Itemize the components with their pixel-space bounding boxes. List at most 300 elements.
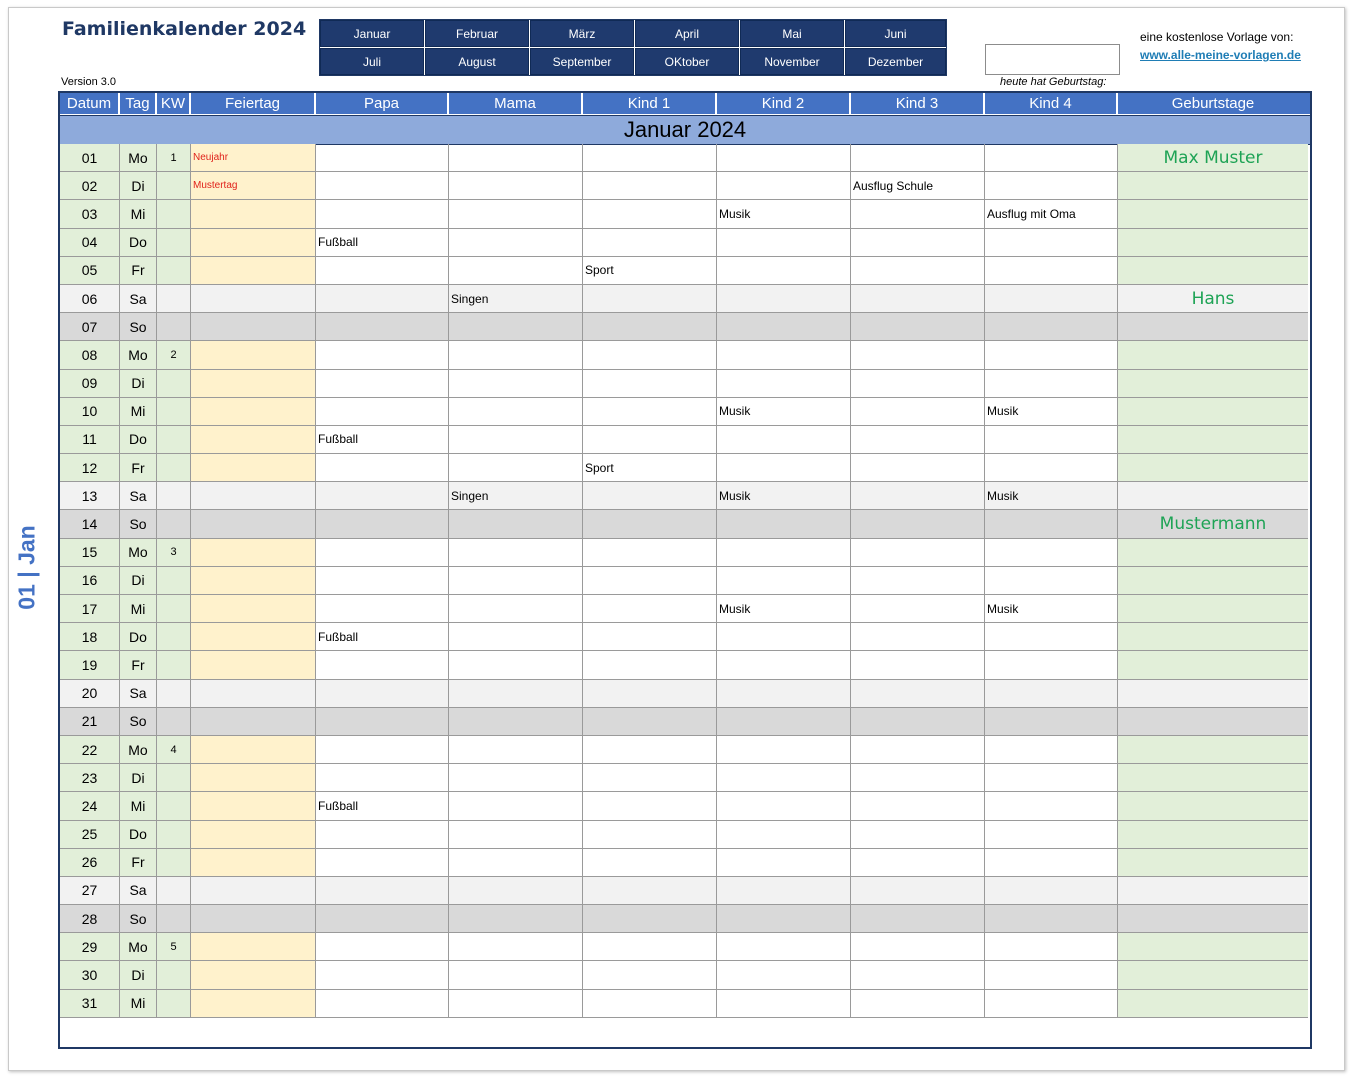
week-number-cell[interactable] — [157, 567, 191, 595]
kind4-cell[interactable] — [985, 680, 1118, 708]
kind1-cell[interactable] — [583, 651, 717, 679]
holiday-cell[interactable] — [191, 623, 316, 651]
weekday-cell[interactable]: Sa — [120, 877, 157, 905]
holiday-cell[interactable] — [191, 370, 316, 398]
holiday-cell[interactable] — [191, 877, 316, 905]
birthday-cell[interactable]: Mustermann — [1118, 510, 1308, 538]
holiday-cell[interactable] — [191, 905, 316, 933]
kind1-cell[interactable] — [583, 933, 717, 961]
mama-cell[interactable] — [449, 567, 583, 595]
kind3-cell[interactable] — [851, 708, 985, 736]
kind1-cell[interactable] — [583, 990, 717, 1018]
papa-cell[interactable]: Fußball — [316, 792, 449, 820]
birthday-cell[interactable] — [1118, 877, 1308, 905]
month-button-april[interactable]: April — [635, 20, 739, 47]
mama-cell[interactable] — [449, 651, 583, 679]
kind1-cell[interactable] — [583, 144, 717, 172]
birthday-cell[interactable] — [1118, 229, 1308, 257]
date-cell[interactable]: 11 — [60, 426, 120, 454]
papa-cell[interactable] — [316, 172, 449, 200]
papa-cell[interactable] — [316, 257, 449, 285]
kind1-cell[interactable] — [583, 539, 717, 567]
kind4-cell[interactable] — [985, 426, 1118, 454]
kind3-cell[interactable] — [851, 736, 985, 764]
kind4-cell[interactable] — [985, 821, 1118, 849]
date-cell[interactable]: 05 — [60, 257, 120, 285]
weekday-cell[interactable]: Di — [120, 370, 157, 398]
weekday-cell[interactable]: Mo — [120, 933, 157, 961]
papa-cell[interactable] — [316, 510, 449, 538]
holiday-cell[interactable] — [191, 454, 316, 482]
kind3-cell[interactable]: Ausflug Schule — [851, 172, 985, 200]
kind3-cell[interactable] — [851, 990, 985, 1018]
date-cell[interactable]: 09 — [60, 370, 120, 398]
kind2-cell[interactable]: Musik — [717, 595, 851, 623]
mama-cell[interactable] — [449, 229, 583, 257]
mama-cell[interactable] — [449, 426, 583, 454]
birthday-today-field[interactable] — [985, 44, 1120, 75]
weekday-cell[interactable]: Mo — [120, 144, 157, 172]
holiday-cell[interactable] — [191, 651, 316, 679]
kind1-cell[interactable] — [583, 510, 717, 538]
kind2-cell[interactable] — [717, 821, 851, 849]
holiday-cell[interactable] — [191, 426, 316, 454]
kind3-cell[interactable] — [851, 567, 985, 595]
date-cell[interactable]: 16 — [60, 567, 120, 595]
birthday-cell[interactable] — [1118, 764, 1308, 792]
holiday-cell[interactable] — [191, 764, 316, 792]
holiday-cell[interactable] — [191, 539, 316, 567]
holiday-cell[interactable] — [191, 257, 316, 285]
holiday-cell[interactable] — [191, 821, 316, 849]
birthday-cell[interactable] — [1118, 680, 1308, 708]
kind1-cell[interactable] — [583, 821, 717, 849]
kind1-cell[interactable] — [583, 200, 717, 228]
date-cell[interactable]: 18 — [60, 623, 120, 651]
holiday-cell[interactable] — [191, 990, 316, 1018]
week-number-cell[interactable] — [157, 651, 191, 679]
kind3-cell[interactable] — [851, 821, 985, 849]
holiday-cell[interactable] — [191, 933, 316, 961]
week-number-cell[interactable]: 4 — [157, 736, 191, 764]
date-cell[interactable]: 29 — [60, 933, 120, 961]
kind4-cell[interactable] — [985, 285, 1118, 313]
mama-cell[interactable] — [449, 623, 583, 651]
kind2-cell[interactable] — [717, 144, 851, 172]
date-cell[interactable]: 02 — [60, 172, 120, 200]
kind3-cell[interactable] — [851, 370, 985, 398]
week-number-cell[interactable] — [157, 905, 191, 933]
kind1-cell[interactable] — [583, 736, 717, 764]
date-cell[interactable]: 03 — [60, 200, 120, 228]
date-cell[interactable]: 15 — [60, 539, 120, 567]
kind3-cell[interactable] — [851, 595, 985, 623]
month-button-juni[interactable]: Juni — [845, 20, 946, 47]
kind1-cell[interactable] — [583, 229, 717, 257]
birthday-cell[interactable] — [1118, 539, 1308, 567]
kind2-cell[interactable] — [717, 877, 851, 905]
papa-cell[interactable] — [316, 708, 449, 736]
mama-cell[interactable] — [449, 905, 583, 933]
kind4-cell[interactable] — [985, 567, 1118, 595]
mama-cell[interactable] — [449, 764, 583, 792]
kind4-cell[interactable]: Ausflug mit Oma — [985, 200, 1118, 228]
holiday-cell[interactable] — [191, 708, 316, 736]
holiday-cell[interactable] — [191, 398, 316, 426]
mama-cell[interactable]: Singen — [449, 285, 583, 313]
kind2-cell[interactable] — [717, 426, 851, 454]
kind1-cell[interactable]: Sport — [583, 257, 717, 285]
kind2-cell[interactable] — [717, 933, 851, 961]
kind3-cell[interactable] — [851, 539, 985, 567]
month-button-maerz[interactable]: März — [530, 20, 634, 47]
kind3-cell[interactable] — [851, 961, 985, 989]
papa-cell[interactable] — [316, 539, 449, 567]
date-cell[interactable]: 04 — [60, 229, 120, 257]
birthday-cell[interactable] — [1118, 792, 1308, 820]
holiday-cell[interactable] — [191, 229, 316, 257]
mama-cell[interactable] — [449, 510, 583, 538]
kind3-cell[interactable] — [851, 144, 985, 172]
mama-cell[interactable] — [449, 961, 583, 989]
papa-cell[interactable] — [316, 933, 449, 961]
weekday-cell[interactable]: Di — [120, 567, 157, 595]
kind2-cell[interactable]: Musik — [717, 398, 851, 426]
kind3-cell[interactable] — [851, 877, 985, 905]
kind4-cell[interactable] — [985, 877, 1118, 905]
kind3-cell[interactable] — [851, 313, 985, 341]
holiday-cell[interactable] — [191, 200, 316, 228]
birthday-cell[interactable] — [1118, 651, 1308, 679]
date-cell[interactable]: 01 — [60, 144, 120, 172]
kind2-cell[interactable] — [717, 285, 851, 313]
weekday-cell[interactable]: Do — [120, 623, 157, 651]
kind2-cell[interactable] — [717, 539, 851, 567]
kind4-cell[interactable] — [985, 736, 1118, 764]
month-button-oktober[interactable]: OKtober — [635, 48, 739, 75]
date-cell[interactable]: 26 — [60, 849, 120, 877]
week-number-cell[interactable] — [157, 370, 191, 398]
mama-cell[interactable] — [449, 933, 583, 961]
week-number-cell[interactable] — [157, 454, 191, 482]
kind3-cell[interactable] — [851, 792, 985, 820]
date-cell[interactable]: 20 — [60, 680, 120, 708]
kind3-cell[interactable] — [851, 764, 985, 792]
papa-cell[interactable] — [316, 680, 449, 708]
kind3-cell[interactable] — [851, 651, 985, 679]
papa-cell[interactable]: Fußball — [316, 623, 449, 651]
date-cell[interactable]: 27 — [60, 877, 120, 905]
kind4-cell[interactable] — [985, 370, 1118, 398]
papa-cell[interactable]: Fußball — [316, 229, 449, 257]
mama-cell[interactable] — [449, 595, 583, 623]
kind2-cell[interactable] — [717, 990, 851, 1018]
kind3-cell[interactable] — [851, 933, 985, 961]
holiday-cell[interactable] — [191, 680, 316, 708]
kind1-cell[interactable] — [583, 398, 717, 426]
papa-cell[interactable] — [316, 595, 449, 623]
kind2-cell[interactable] — [717, 172, 851, 200]
date-cell[interactable]: 10 — [60, 398, 120, 426]
kind4-cell[interactable] — [985, 990, 1118, 1018]
kind1-cell[interactable] — [583, 849, 717, 877]
holiday-cell[interactable] — [191, 482, 316, 510]
week-number-cell[interactable] — [157, 200, 191, 228]
kind2-cell[interactable] — [717, 510, 851, 538]
mama-cell[interactable]: Singen — [449, 482, 583, 510]
kind4-cell[interactable] — [985, 651, 1118, 679]
birthday-cell[interactable] — [1118, 567, 1308, 595]
week-number-cell[interactable] — [157, 990, 191, 1018]
kind4-cell[interactable] — [985, 341, 1118, 369]
holiday-cell[interactable] — [191, 595, 316, 623]
week-number-cell[interactable]: 5 — [157, 933, 191, 961]
week-number-cell[interactable] — [157, 510, 191, 538]
weekday-cell[interactable]: Mi — [120, 792, 157, 820]
kind2-cell[interactable] — [717, 341, 851, 369]
weekday-cell[interactable]: So — [120, 905, 157, 933]
weekday-cell[interactable]: Di — [120, 961, 157, 989]
week-number-cell[interactable] — [157, 398, 191, 426]
kind1-cell[interactable] — [583, 708, 717, 736]
week-number-cell[interactable] — [157, 426, 191, 454]
papa-cell[interactable] — [316, 764, 449, 792]
kind4-cell[interactable] — [985, 792, 1118, 820]
weekday-cell[interactable]: So — [120, 510, 157, 538]
kind1-cell[interactable] — [583, 567, 717, 595]
mama-cell[interactable] — [449, 792, 583, 820]
week-number-cell[interactable] — [157, 961, 191, 989]
week-number-cell[interactable] — [157, 680, 191, 708]
kind1-cell[interactable] — [583, 877, 717, 905]
holiday-cell[interactable] — [191, 313, 316, 341]
weekday-cell[interactable]: Mo — [120, 539, 157, 567]
week-number-cell[interactable] — [157, 313, 191, 341]
kind3-cell[interactable] — [851, 341, 985, 369]
kind2-cell[interactable]: Musik — [717, 482, 851, 510]
kind2-cell[interactable] — [717, 257, 851, 285]
holiday-cell[interactable] — [191, 736, 316, 764]
weekday-cell[interactable]: Sa — [120, 285, 157, 313]
week-number-cell[interactable] — [157, 792, 191, 820]
week-number-cell[interactable] — [157, 708, 191, 736]
month-button-juli[interactable]: Juli — [320, 48, 424, 75]
mama-cell[interactable] — [449, 257, 583, 285]
birthday-cell[interactable] — [1118, 454, 1308, 482]
date-cell[interactable]: 17 — [60, 595, 120, 623]
date-cell[interactable]: 08 — [60, 341, 120, 369]
papa-cell[interactable] — [316, 370, 449, 398]
weekday-cell[interactable]: Fr — [120, 849, 157, 877]
kind4-cell[interactable] — [985, 905, 1118, 933]
kind1-cell[interactable] — [583, 623, 717, 651]
date-cell[interactable]: 28 — [60, 905, 120, 933]
date-cell[interactable]: 21 — [60, 708, 120, 736]
kind4-cell[interactable]: Musik — [985, 398, 1118, 426]
mama-cell[interactable] — [449, 680, 583, 708]
kind3-cell[interactable] — [851, 200, 985, 228]
kind4-cell[interactable] — [985, 257, 1118, 285]
template-link[interactable]: www.alle-meine-vorlagen.de — [1140, 48, 1301, 62]
kind2-cell[interactable] — [717, 567, 851, 595]
kind1-cell[interactable] — [583, 792, 717, 820]
weekday-cell[interactable]: Mi — [120, 398, 157, 426]
kind3-cell[interactable] — [851, 680, 985, 708]
week-number-cell[interactable] — [157, 482, 191, 510]
kind2-cell[interactable] — [717, 708, 851, 736]
month-button-februar[interactable]: Februar — [425, 20, 529, 47]
kind3-cell[interactable] — [851, 398, 985, 426]
kind4-cell[interactable] — [985, 961, 1118, 989]
date-cell[interactable]: 12 — [60, 454, 120, 482]
kind2-cell[interactable] — [717, 651, 851, 679]
holiday-cell[interactable] — [191, 510, 316, 538]
kind3-cell[interactable] — [851, 285, 985, 313]
birthday-cell[interactable] — [1118, 905, 1308, 933]
kind3-cell[interactable] — [851, 849, 985, 877]
kind3-cell[interactable] — [851, 257, 985, 285]
kind3-cell[interactable] — [851, 229, 985, 257]
papa-cell[interactable] — [316, 454, 449, 482]
birthday-cell[interactable] — [1118, 426, 1308, 454]
date-cell[interactable]: 24 — [60, 792, 120, 820]
kind1-cell[interactable]: Sport — [583, 454, 717, 482]
mama-cell[interactable] — [449, 398, 583, 426]
kind2-cell[interactable] — [717, 764, 851, 792]
kind2-cell[interactable] — [717, 370, 851, 398]
kind1-cell[interactable] — [583, 285, 717, 313]
mama-cell[interactable] — [449, 708, 583, 736]
papa-cell[interactable] — [316, 990, 449, 1018]
week-number-cell[interactable] — [157, 849, 191, 877]
date-cell[interactable]: 30 — [60, 961, 120, 989]
holiday-cell[interactable] — [191, 567, 316, 595]
weekday-cell[interactable]: Fr — [120, 651, 157, 679]
holiday-cell[interactable] — [191, 285, 316, 313]
papa-cell[interactable] — [316, 200, 449, 228]
birthday-cell[interactable] — [1118, 736, 1308, 764]
kind3-cell[interactable] — [851, 482, 985, 510]
birthday-cell[interactable] — [1118, 821, 1308, 849]
kind1-cell[interactable] — [583, 680, 717, 708]
kind1-cell[interactable] — [583, 341, 717, 369]
mama-cell[interactable] — [449, 990, 583, 1018]
mama-cell[interactable] — [449, 849, 583, 877]
weekday-cell[interactable]: Do — [120, 426, 157, 454]
week-number-cell[interactable]: 1 — [157, 144, 191, 172]
week-number-cell[interactable] — [157, 595, 191, 623]
week-number-cell[interactable] — [157, 623, 191, 651]
kind4-cell[interactable] — [985, 708, 1118, 736]
birthday-cell[interactable] — [1118, 708, 1308, 736]
birthday-cell[interactable] — [1118, 398, 1308, 426]
kind4-cell[interactable] — [985, 144, 1118, 172]
kind1-cell[interactable] — [583, 370, 717, 398]
kind2-cell[interactable] — [717, 313, 851, 341]
holiday-cell[interactable] — [191, 341, 316, 369]
kind2-cell[interactable] — [717, 792, 851, 820]
weekday-cell[interactable]: Fr — [120, 454, 157, 482]
mama-cell[interactable] — [449, 539, 583, 567]
weekday-cell[interactable]: Sa — [120, 482, 157, 510]
papa-cell[interactable] — [316, 736, 449, 764]
papa-cell[interactable] — [316, 905, 449, 933]
kind2-cell[interactable] — [717, 229, 851, 257]
weekday-cell[interactable]: Mo — [120, 736, 157, 764]
kind3-cell[interactable] — [851, 454, 985, 482]
week-number-cell[interactable]: 2 — [157, 341, 191, 369]
week-number-cell[interactable] — [157, 285, 191, 313]
papa-cell[interactable] — [316, 821, 449, 849]
date-cell[interactable]: 06 — [60, 285, 120, 313]
week-number-cell[interactable] — [157, 821, 191, 849]
kind3-cell[interactable] — [851, 905, 985, 933]
kind2-cell[interactable] — [717, 680, 851, 708]
papa-cell[interactable]: Fußball — [316, 426, 449, 454]
papa-cell[interactable] — [316, 313, 449, 341]
birthday-cell[interactable] — [1118, 257, 1308, 285]
kind2-cell[interactable] — [717, 905, 851, 933]
weekday-cell[interactable]: Mi — [120, 200, 157, 228]
kind4-cell[interactable] — [985, 510, 1118, 538]
mama-cell[interactable] — [449, 172, 583, 200]
papa-cell[interactable] — [316, 482, 449, 510]
kind1-cell[interactable] — [583, 595, 717, 623]
holiday-cell[interactable] — [191, 792, 316, 820]
month-button-mai[interactable]: Mai — [740, 20, 844, 47]
month-button-dezember[interactable]: Dezember — [845, 48, 946, 75]
mama-cell[interactable] — [449, 200, 583, 228]
mama-cell[interactable] — [449, 370, 583, 398]
mama-cell[interactable] — [449, 821, 583, 849]
kind1-cell[interactable] — [583, 482, 717, 510]
papa-cell[interactable] — [316, 567, 449, 595]
kind4-cell[interactable] — [985, 229, 1118, 257]
holiday-cell[interactable]: Mustertag — [191, 172, 316, 200]
papa-cell[interactable] — [316, 398, 449, 426]
weekday-cell[interactable]: Mi — [120, 990, 157, 1018]
kind4-cell[interactable] — [985, 764, 1118, 792]
week-number-cell[interactable] — [157, 229, 191, 257]
weekday-cell[interactable]: Sa — [120, 680, 157, 708]
birthday-cell[interactable] — [1118, 933, 1308, 961]
month-button-november[interactable]: November — [740, 48, 844, 75]
birthday-cell[interactable]: Max Muster — [1118, 144, 1308, 172]
birthday-cell[interactable] — [1118, 172, 1308, 200]
kind2-cell[interactable]: Musik — [717, 200, 851, 228]
birthday-cell[interactable] — [1118, 849, 1308, 877]
kind4-cell[interactable] — [985, 933, 1118, 961]
mama-cell[interactable] — [449, 877, 583, 905]
kind4-cell[interactable] — [985, 454, 1118, 482]
papa-cell[interactable] — [316, 849, 449, 877]
kind2-cell[interactable] — [717, 736, 851, 764]
weekday-cell[interactable]: So — [120, 708, 157, 736]
kind2-cell[interactable] — [717, 961, 851, 989]
birthday-cell[interactable] — [1118, 313, 1308, 341]
kind1-cell[interactable] — [583, 313, 717, 341]
birthday-cell[interactable] — [1118, 595, 1308, 623]
holiday-cell[interactable] — [191, 961, 316, 989]
month-button-januar[interactable]: Januar — [320, 20, 424, 47]
kind4-cell[interactable] — [985, 313, 1118, 341]
date-cell[interactable]: 07 — [60, 313, 120, 341]
week-number-cell[interactable] — [157, 877, 191, 905]
papa-cell[interactable] — [316, 341, 449, 369]
week-number-cell[interactable] — [157, 172, 191, 200]
kind1-cell[interactable] — [583, 172, 717, 200]
weekday-cell[interactable]: Fr — [120, 257, 157, 285]
